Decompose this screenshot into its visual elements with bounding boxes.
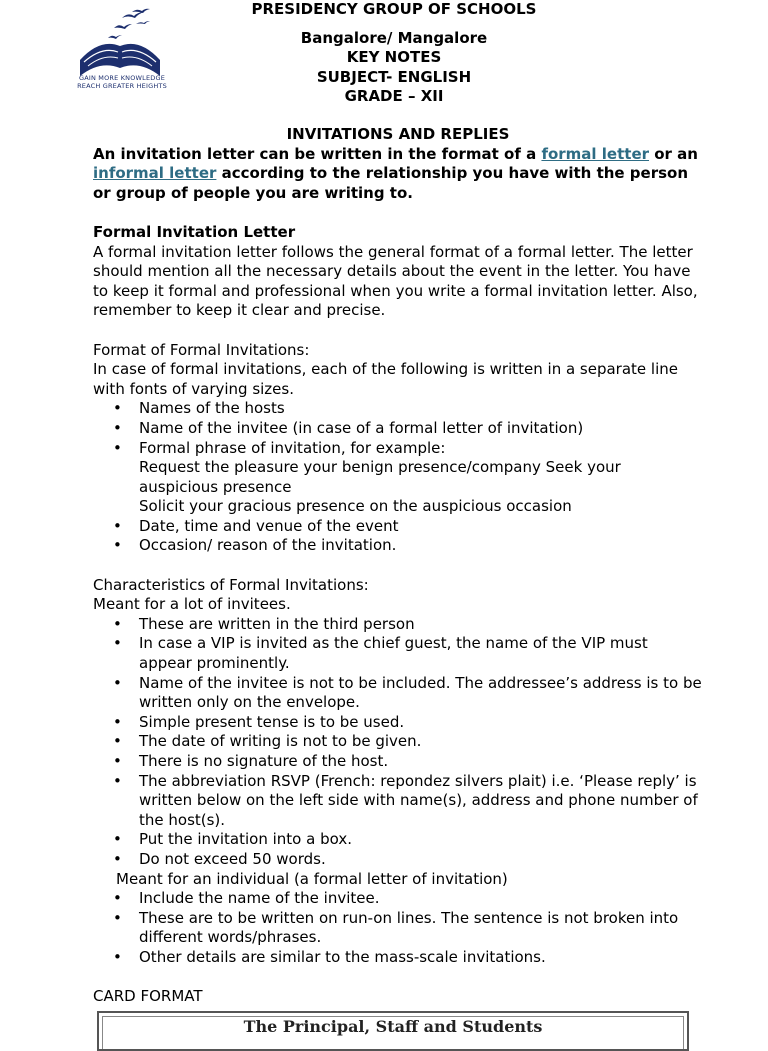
section-paragraph: In case of formal invitations, each of the following is written in a separate line with fonts of varying sizes. bbox=[93, 360, 678, 398]
intro-text: or an bbox=[649, 144, 698, 163]
intro-text: An invitation letter can be written in the format of a bbox=[93, 144, 542, 163]
characteristics-list bbox=[93, 615, 703, 870]
intro-text: according to the relationship you have with the person or group of people you are writing to. bbox=[93, 164, 689, 202]
example-text: Solicit your gracious presence on the auspicious occasion bbox=[139, 497, 572, 516]
formal-letter-link[interactable]: formal letter bbox=[541, 144, 650, 163]
list-item: • There is no signature of the host. bbox=[93, 752, 703, 772]
list-item: • These are to be written on run-on lines. The sentence is not broken into different words/phrases. bbox=[93, 909, 703, 948]
document-body bbox=[93, 125, 703, 1007]
card-title: The Principal, Staff and Students bbox=[243, 1017, 543, 1036]
school-name: PRESIDENCY GROUP OF SCHOOLS bbox=[251, 0, 537, 18]
list-item: • Put the invitation into a box. bbox=[93, 830, 703, 850]
list-item: • In case a VIP is invited as the chief guest, the name of the VIP must appear prominently. bbox=[93, 634, 703, 673]
subject: SUBJECT- ENGLISH bbox=[316, 68, 472, 86]
list-item: • The abbreviation RSVP (French: repondez silvers plait) i.e. ‘Please reply’ is written below on the left side with name(s), address and phone number of the host(s). bbox=[93, 772, 703, 831]
list-item: • Name of the invitee (in case of a formal letter of invitation) bbox=[93, 419, 703, 439]
doc-type: KEY NOTES bbox=[346, 48, 442, 66]
list-item: • Date, time and venue of the event bbox=[93, 517, 703, 537]
individual-list bbox=[93, 889, 703, 967]
logo-tagline: REACH GREATER HEIGHTS bbox=[77, 82, 167, 90]
grade: GRADE – XII bbox=[344, 87, 444, 105]
section-heading: Characteristics of Formal Invitations: bbox=[93, 575, 369, 594]
list-item: • Include the name of the invitee. bbox=[93, 889, 703, 909]
list-item: • Occasion/ reason of the invitation. bbox=[93, 536, 703, 556]
list-item: • Other details are similar to the mass-scale invitations. bbox=[93, 948, 703, 968]
section-heading: Format of Formal Invitations: bbox=[93, 340, 310, 359]
list-item: • Simple present tense is to be used. bbox=[93, 713, 703, 733]
list-item: • Do not exceed 50 words. bbox=[93, 850, 703, 870]
format-list bbox=[93, 517, 703, 556]
location: Bangalore/ Mangalore bbox=[300, 29, 488, 47]
section-heading: Formal Invitation Letter bbox=[93, 222, 296, 241]
list-item: • Formal phrase of invitation, for example: bbox=[93, 439, 703, 459]
example-text: Request the pleasure your benign presence/company Seek your auspicious presence bbox=[139, 458, 621, 496]
card-format-label: CARD FORMAT bbox=[93, 987, 203, 1006]
list-item: • The date of writing is not to be given. bbox=[93, 732, 703, 752]
list-item: • Name of the invitee is not to be included. The addressee’s address is to be written only on the envelope. bbox=[93, 674, 703, 713]
intro-paragraph bbox=[93, 145, 703, 204]
list-item: • These are written in the third person bbox=[93, 615, 703, 635]
format-list bbox=[93, 399, 703, 458]
invitation-card bbox=[97, 1011, 689, 1051]
page-title: INVITATIONS AND REPLIES bbox=[286, 125, 510, 143]
section-paragraph: A formal invitation letter follows the general format of a formal letter. The letter should mention all the necessary details about the event in the letter. You have to keep it formal and professional when you write a formal invitation letter. Also, remember to keep it clear and precise. bbox=[93, 242, 698, 320]
subheading: Meant for an individual (a formal letter of invitation) bbox=[116, 869, 508, 888]
list-item: • Names of the hosts bbox=[93, 399, 703, 419]
informal-letter-link[interactable]: informal letter bbox=[93, 164, 217, 183]
subheading: Meant for a lot of invitees. bbox=[93, 595, 291, 614]
logo-tagline: GAIN MORE KNOWLEDGE bbox=[78, 74, 166, 82]
